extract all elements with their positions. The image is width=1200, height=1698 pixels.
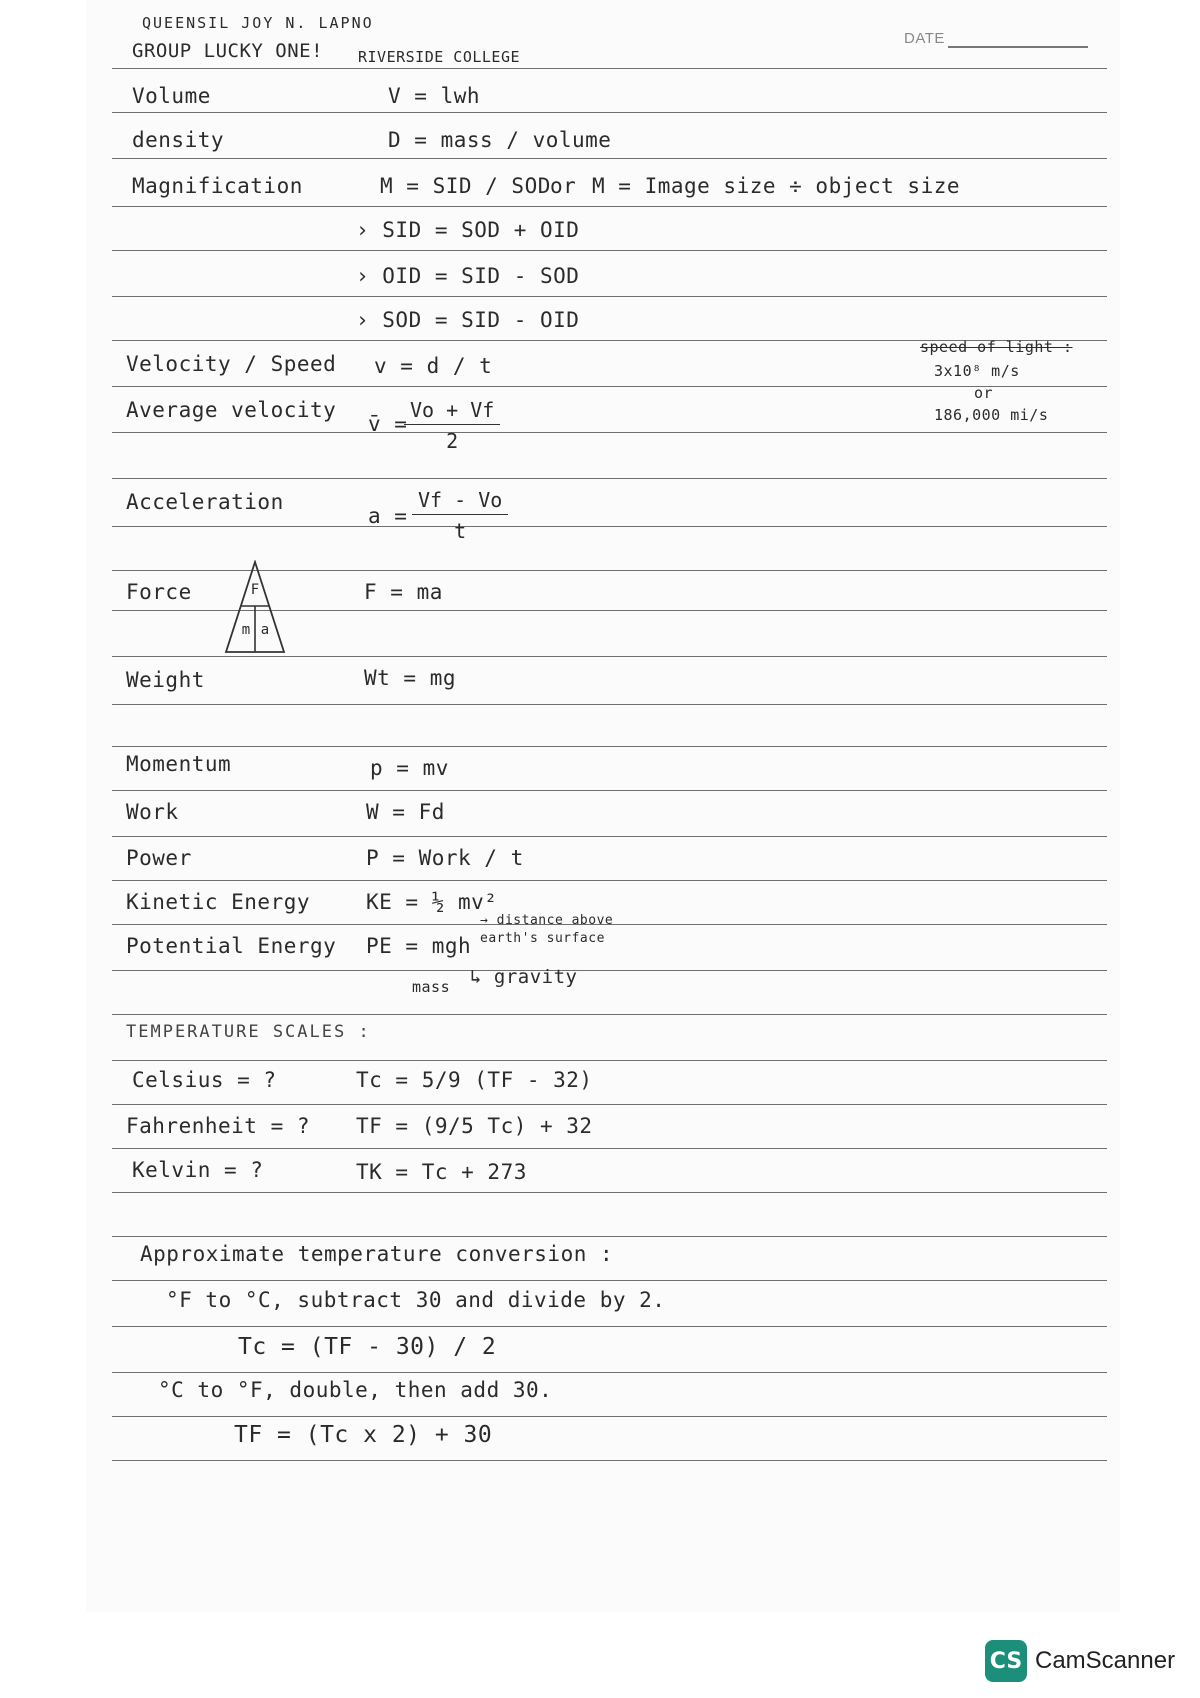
ruled-line xyxy=(112,296,1107,297)
mass-annotation: mass xyxy=(412,978,451,996)
ruled-line xyxy=(112,970,1107,971)
temperature-scales-heading: TEMPERATURE SCALES : xyxy=(126,1022,371,1042)
velocity-formula: v = d / t xyxy=(374,354,493,378)
acceleration-numerator: Vf - Vo xyxy=(412,488,508,515)
work-formula: W = Fd xyxy=(366,800,445,824)
date-label: DATE xyxy=(904,30,945,47)
ruled-line xyxy=(112,1014,1107,1015)
density-formula: D = mass / volume xyxy=(388,128,612,152)
ruled-line xyxy=(112,1372,1107,1373)
camscanner-logo-icon: CS xyxy=(985,1640,1027,1682)
average-velocity-label: Average velocity xyxy=(126,398,337,422)
acceleration-fraction xyxy=(412,488,508,543)
c-to-f-instruction: °C to °F, double, then add 30. xyxy=(158,1378,553,1402)
weight-label: Weight xyxy=(126,668,205,692)
acceleration-lhs: a = xyxy=(368,504,408,528)
school-name: RIVERSIDE COLLEGE xyxy=(358,48,521,66)
force-label: Force xyxy=(126,580,192,604)
ruled-line xyxy=(112,746,1107,747)
f-to-c-instruction: °F to °C, subtract 30 and divide by 2. xyxy=(166,1288,666,1312)
ruled-line xyxy=(112,1326,1107,1327)
average-velocity-lhs: v̄ = xyxy=(368,412,408,436)
ruled-line xyxy=(112,526,1107,527)
ruled-line xyxy=(112,836,1107,837)
ruled-line xyxy=(112,478,1107,479)
magnification-alt-formula: M = Image size ÷ object size xyxy=(592,174,961,198)
gravity-annotation: ↳ gravity xyxy=(470,966,578,988)
velocity-label: Velocity / Speed xyxy=(126,352,337,376)
magnification-derived-oid: › OID = SID - SOD xyxy=(356,264,580,288)
ruled-line xyxy=(112,1416,1107,1417)
ruled-line xyxy=(112,68,1107,69)
work-label: Work xyxy=(126,800,179,824)
potential-energy-formula: PE = mgh xyxy=(366,934,472,958)
power-label: Power xyxy=(126,846,192,870)
ruled-line xyxy=(112,704,1107,705)
momentum-formula: p = mv xyxy=(370,756,449,780)
ruled-line xyxy=(112,1236,1107,1237)
volume-label: Volume xyxy=(132,84,211,108)
celsius-formula: Tc = 5/9 (TF - 32) xyxy=(356,1068,593,1092)
ruled-line xyxy=(112,1148,1107,1149)
date-line xyxy=(948,46,1088,48)
camscanner-watermark xyxy=(985,1640,1175,1682)
height-annotation: → distance above earth's surface xyxy=(480,913,614,946)
magnification-formula: M = SID / SOD xyxy=(380,174,551,198)
kelvin-formula: TK = Tc + 273 xyxy=(356,1160,527,1184)
acceleration-label: Acceleration xyxy=(126,490,284,514)
ruled-line xyxy=(112,656,1107,657)
kinetic-energy-formula: KE = ½ mv² xyxy=(366,890,498,914)
speed-of-light-mps: 3x10⁸ m/s xyxy=(934,362,1020,380)
c-to-f-formula: TF = (Tc x 2) + 30 xyxy=(234,1422,493,1448)
ruled-line xyxy=(112,1104,1107,1105)
magnification-label: Magnification xyxy=(132,174,303,198)
force-triangle-diagram xyxy=(222,560,288,656)
approx-conversion-heading: Approximate temperature conversion : xyxy=(140,1242,614,1266)
power-formula: P = Work / t xyxy=(366,846,524,870)
camscanner-brand-text: CamScanner xyxy=(1035,1647,1176,1674)
ruled-line xyxy=(112,880,1107,881)
triangle-acceleration-letter: a xyxy=(260,622,270,638)
fahrenheit-label: Fahrenheit = ? xyxy=(126,1114,311,1138)
ruled-line xyxy=(112,112,1107,113)
momentum-label: Momentum xyxy=(126,752,232,776)
triangle-force-letter: F xyxy=(250,582,260,598)
f-to-c-formula: Tc = (TF - 30) / 2 xyxy=(238,1334,497,1360)
triangle-mass-letter: m xyxy=(241,622,251,638)
ruled-line xyxy=(112,206,1107,207)
ruled-line xyxy=(112,1060,1107,1061)
speed-of-light-or: or xyxy=(974,384,994,402)
volume-formula: V = lwh xyxy=(388,84,481,108)
kelvin-label: Kelvin = ? xyxy=(132,1158,264,1182)
force-formula: F = ma xyxy=(364,580,443,604)
potential-energy-label: Potential Energy xyxy=(126,934,337,958)
ruled-line xyxy=(112,1280,1107,1281)
magnification-or: or xyxy=(550,174,577,198)
speed-of-light-title: speed of light : xyxy=(920,338,1073,356)
ruled-line xyxy=(112,432,1107,433)
magnification-derived-sod: › SOD = SID - OID xyxy=(356,308,580,332)
ruled-line xyxy=(112,386,1107,387)
fahrenheit-formula: TF = (9/5 Tc) + 32 xyxy=(356,1114,593,1138)
ruled-line xyxy=(112,1192,1107,1193)
ruled-line xyxy=(112,790,1107,791)
notebook-page xyxy=(86,0,1120,1612)
average-velocity-numerator: Vo + Vf xyxy=(404,398,500,425)
density-label: density xyxy=(132,128,225,152)
speed-of-light-mips: 186,000 mi/s xyxy=(934,406,1049,424)
kinetic-energy-label: Kinetic Energy xyxy=(126,890,311,914)
weight-formula: Wt = mg xyxy=(364,666,457,690)
ruled-line xyxy=(112,158,1107,159)
average-velocity-fraction xyxy=(404,398,500,453)
celsius-label: Celsius = ? xyxy=(132,1068,277,1092)
acceleration-denominator: t xyxy=(454,519,467,543)
ruled-line xyxy=(112,250,1107,251)
ruled-line xyxy=(112,1460,1107,1461)
group-name: GROUP LUCKY ONE! xyxy=(132,40,324,62)
student-name: QUEENSIL JOY N. LAPNO xyxy=(142,14,374,32)
average-velocity-denominator: 2 xyxy=(446,429,459,453)
magnification-derived-sid: › SID = SOD + OID xyxy=(356,218,580,242)
